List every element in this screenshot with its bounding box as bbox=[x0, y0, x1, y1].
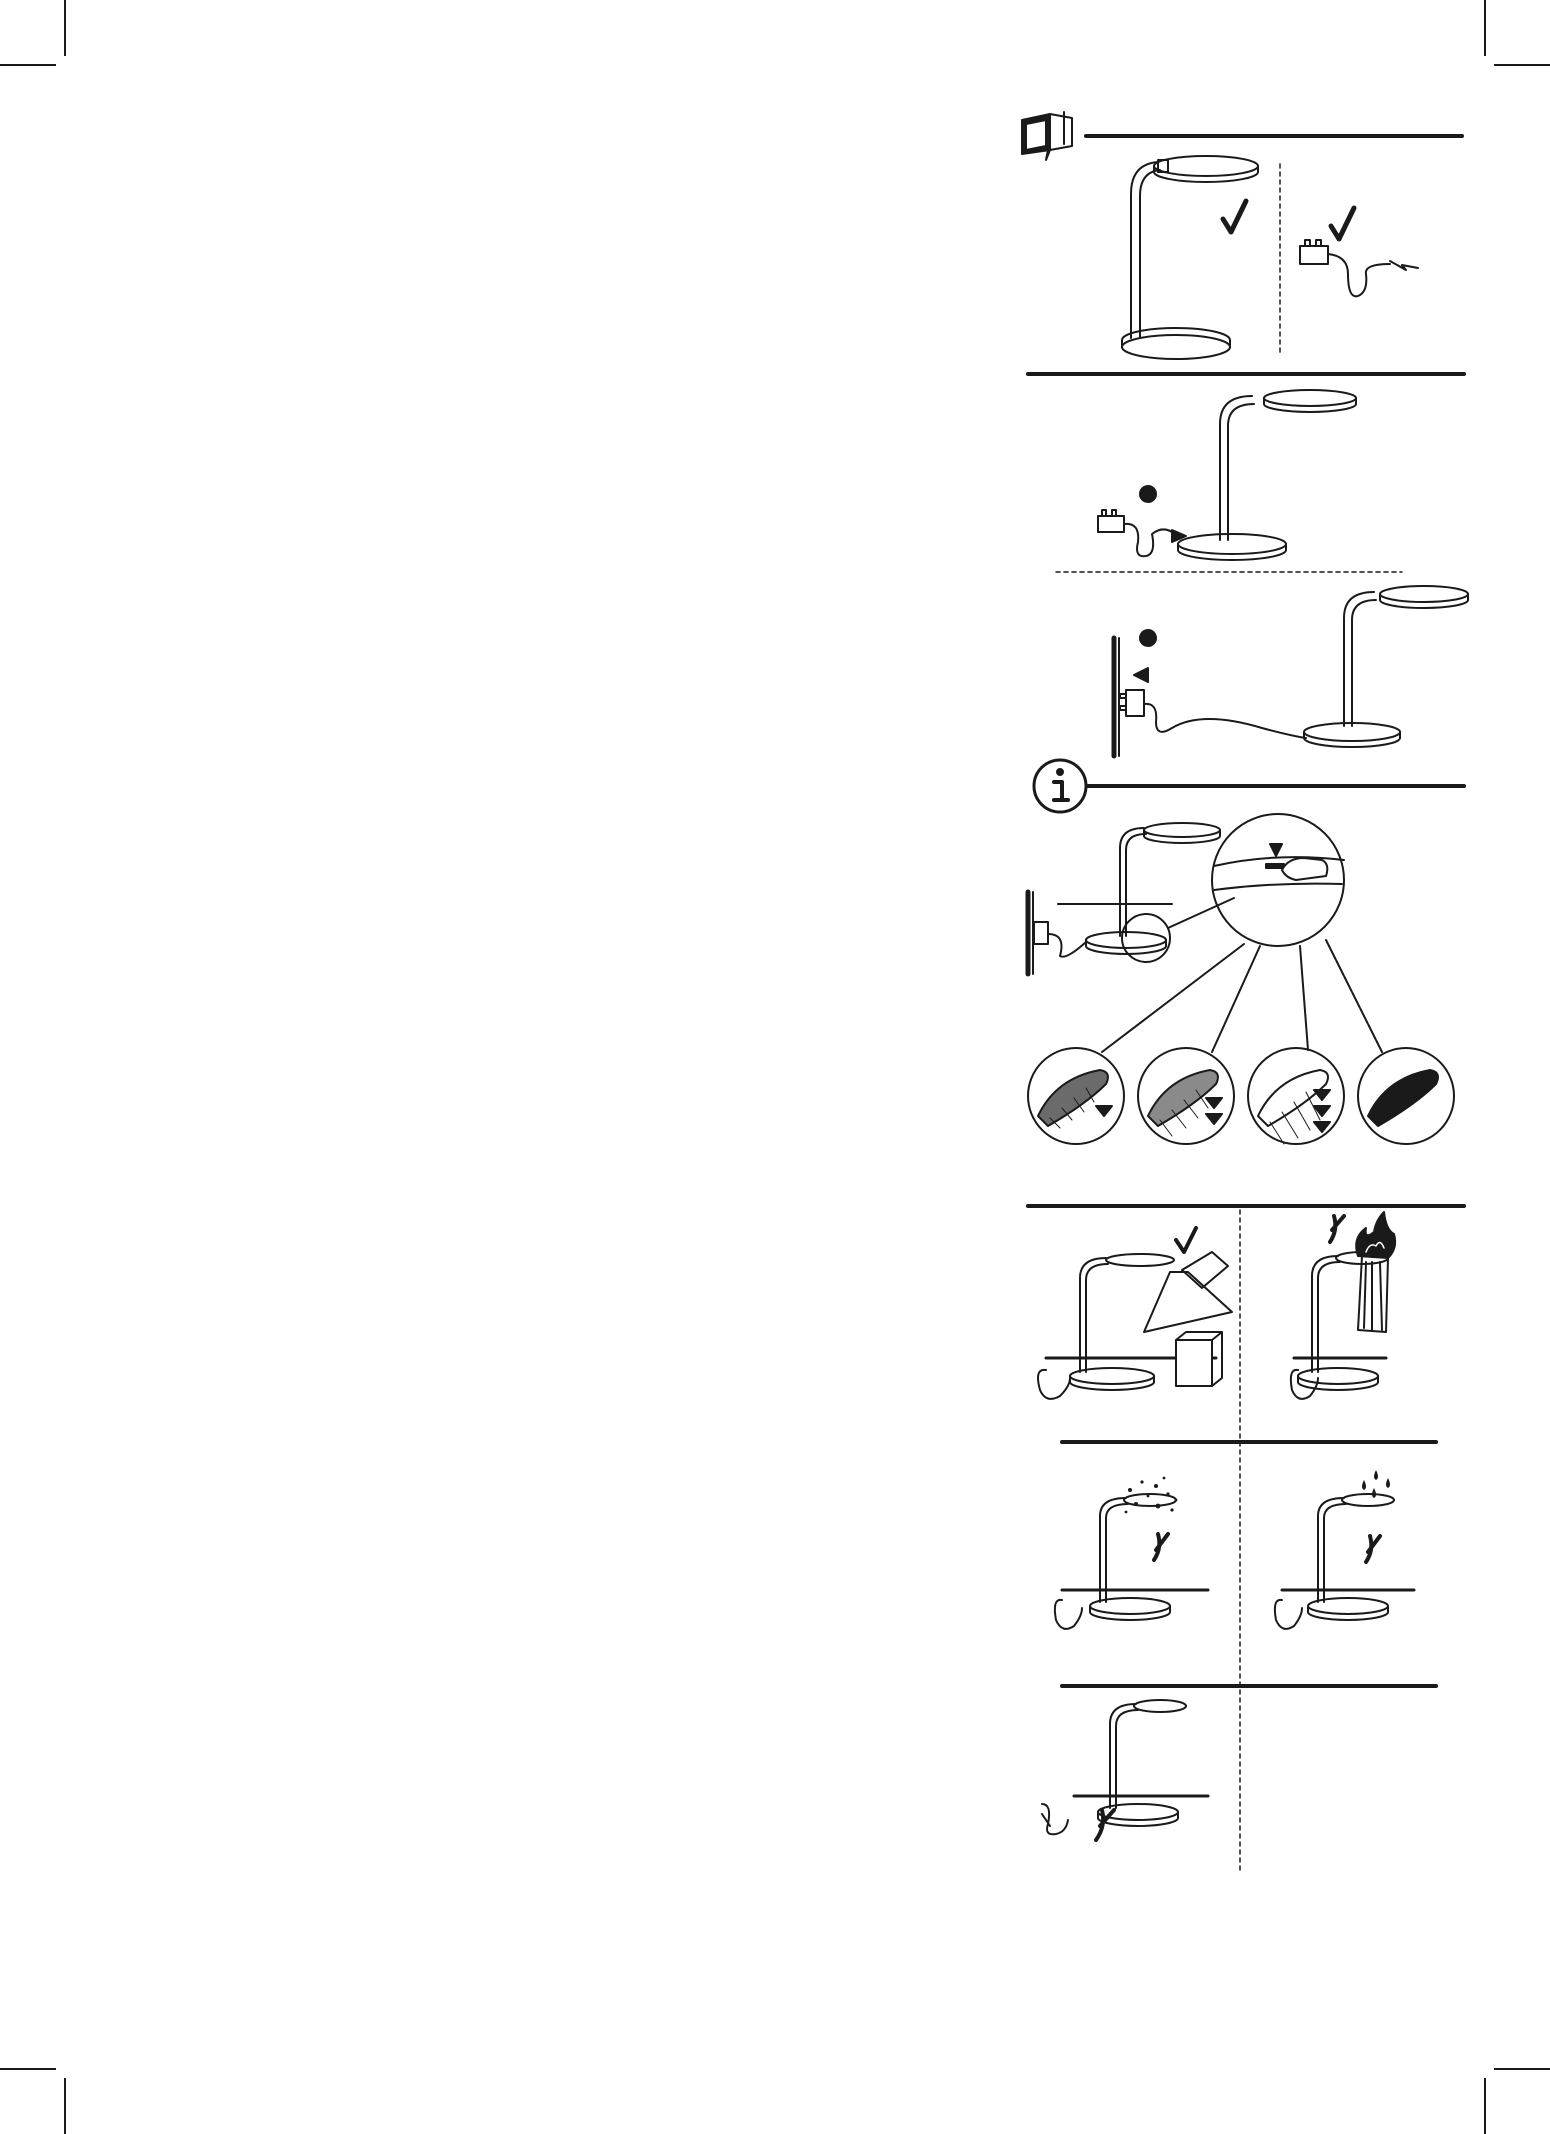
check-mark-icon bbox=[1331, 208, 1354, 239]
crop-mark-bottom-left-v bbox=[64, 2078, 66, 2134]
arrow-icon bbox=[1096, 1106, 1112, 1116]
cross-mark-icon bbox=[1366, 1536, 1380, 1562]
step-2-adapter bbox=[1120, 690, 1306, 738]
step-2-wall bbox=[1114, 638, 1119, 756]
level-line bbox=[1326, 940, 1382, 1052]
step-2-lamp bbox=[1304, 586, 1468, 747]
crop-mark-bottom-right-v bbox=[1484, 2078, 1486, 2134]
brightness-medium bbox=[1138, 1048, 1234, 1144]
crop-mark-top-right-h bbox=[1494, 64, 1550, 66]
arrow-icon bbox=[1314, 1122, 1330, 1132]
brightness-high bbox=[1248, 1048, 1344, 1144]
step-1-adapter bbox=[1098, 510, 1186, 556]
open-box-icon bbox=[1022, 112, 1072, 160]
lamp-figure bbox=[1122, 156, 1258, 359]
connect-section bbox=[1022, 372, 1470, 764]
crop-mark-bottom-right-h bbox=[1494, 2068, 1550, 2070]
panel-cable bbox=[1042, 1700, 1208, 1840]
arrow-icon bbox=[1206, 1098, 1222, 1108]
safety-section bbox=[1026, 1200, 1466, 1880]
fire-icon bbox=[1356, 1212, 1395, 1258]
arrow-icon bbox=[1134, 668, 1148, 682]
finger-icon bbox=[1282, 858, 1327, 880]
zoom-detail bbox=[1212, 814, 1344, 946]
check-mark-icon bbox=[1176, 1228, 1196, 1252]
safety-illustration bbox=[1026, 1200, 1466, 1880]
lamp-wall-figure bbox=[1028, 823, 1220, 974]
power-adapter-figure bbox=[1300, 240, 1418, 296]
cross-mark-icon bbox=[1154, 1534, 1168, 1560]
brightness-low bbox=[1028, 1048, 1124, 1144]
panel-dust bbox=[1055, 1477, 1208, 1629]
info-icon bbox=[1034, 760, 1086, 812]
cross-mark-icon bbox=[1330, 1216, 1344, 1242]
level-line bbox=[1300, 946, 1308, 1050]
step-1-lamp bbox=[1178, 390, 1356, 560]
panel-water bbox=[1275, 1470, 1414, 1629]
panel-cover-fire bbox=[1291, 1212, 1395, 1399]
panel-light-direction bbox=[1038, 1228, 1232, 1399]
zoom-line bbox=[1168, 898, 1234, 928]
arrow-icon bbox=[1270, 844, 1282, 856]
info-illustration bbox=[1026, 752, 1466, 1162]
arrow-icon bbox=[1314, 1106, 1330, 1116]
zoom-source-circle bbox=[1122, 914, 1170, 962]
crop-mark-top-left-v bbox=[64, 0, 66, 56]
step-bullet bbox=[1140, 486, 1156, 502]
level-line bbox=[1102, 944, 1244, 1052]
step-bullet bbox=[1140, 630, 1156, 646]
brightness-off bbox=[1358, 1048, 1454, 1144]
crop-mark-top-right-v bbox=[1484, 0, 1486, 56]
crop-mark-top-left-h bbox=[0, 64, 56, 66]
connect-illustration bbox=[1022, 372, 1470, 764]
check-mark-icon bbox=[1223, 201, 1246, 232]
arrow-icon bbox=[1314, 1090, 1330, 1100]
crop-mark-bottom-left-h bbox=[0, 2068, 56, 2070]
contents-illustration bbox=[1018, 104, 1466, 374]
arrow-icon bbox=[1206, 1114, 1222, 1124]
contents-section bbox=[1018, 104, 1466, 374]
info-section bbox=[1026, 752, 1466, 1162]
